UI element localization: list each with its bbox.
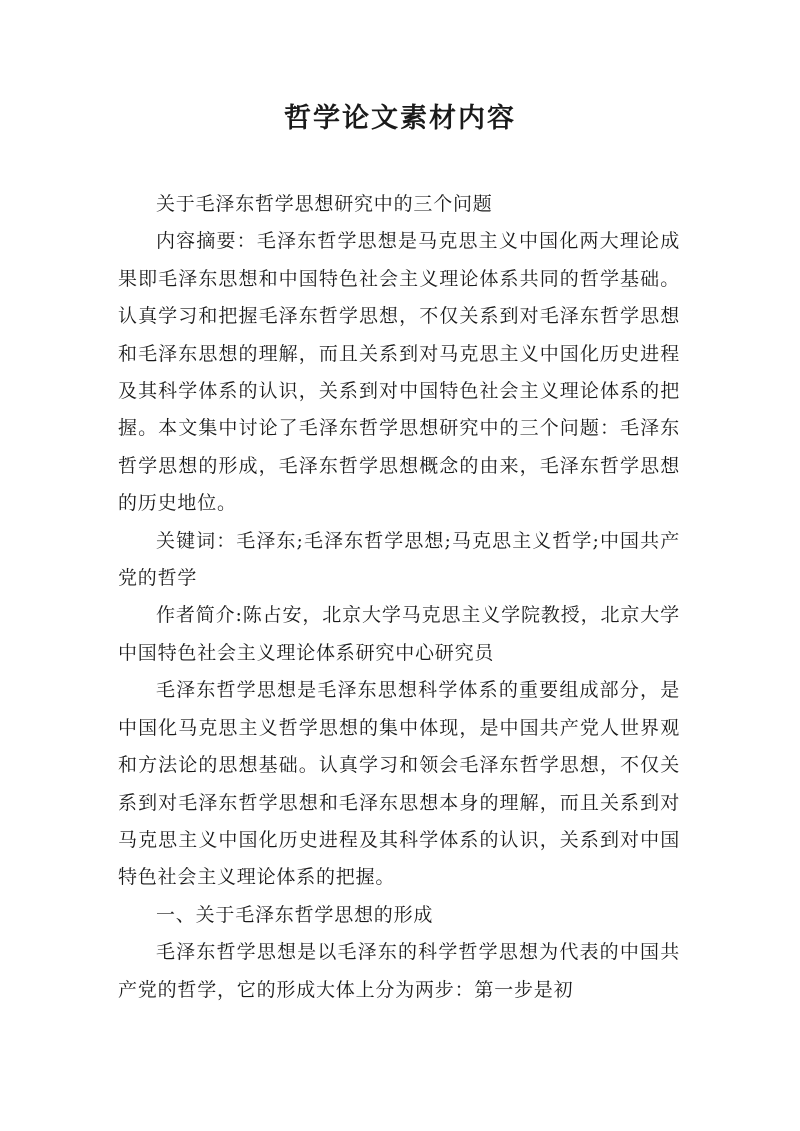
paragraph-intro: 毛泽东哲学思想是毛泽东思想科学体系的重要组成部分，是中国化马克思主义哲学思想的集中体现，是中国共产党人世界观和方法论的思想基础。认真学习和领会毛泽东哲学思想，不仅关系到对毛泽东哲学思想和毛泽东思想本身的理解，而且关系到对马克思主义中国化历史进程及其科学体系的认识，关系到对中国特色社会主义理论体系的把握。 — [118, 679, 680, 889]
paragraph-abstract: 内容摘要：毛泽东哲学思想是马克思主义中国化两大理论成果即毛泽东思想和中国特色社会主义理论体系共同的哲学基础。认真学习和把握毛泽东哲学思想，不仅关系到对毛泽东哲学思想和毛泽东思想的理解，而且关系到对马克思主义中国化历史进程及其科学体系的认识，关系到对中国特色社会主义理论体系的把握。本文集中讨论了毛泽东哲学思想研究中的三个问题：毛泽东哲学思想的形成，毛泽东哲学思想概念的由来，毛泽东哲学思想的历史地位。 — [118, 230, 680, 515]
document-title: 哲学论文素材内容 — [284, 103, 516, 134]
paragraph-article-title: 关于毛泽东哲学思想研究中的三个问题 — [156, 193, 493, 215]
paragraph-author-bio: 作者简介:陈占安，北京大学马克思主义学院教授，北京大学中国特色社会主义理论体系研究中心研究员 — [118, 604, 680, 664]
paragraph-keywords: 关键词：毛泽东;毛泽东哲学思想;马克思主义哲学;中国共产党的哲学 — [118, 529, 680, 590]
document-body — [118, 186, 680, 1009]
paragraph-section-1: 毛泽东哲学思想是以毛泽东的科学哲学思想为代表的中国共产党的哲学，它的形成大体上分为两步：第一步是初 — [118, 941, 680, 1001]
section-heading-1: 一、关于毛泽东哲学思想的形成 — [156, 903, 434, 926]
